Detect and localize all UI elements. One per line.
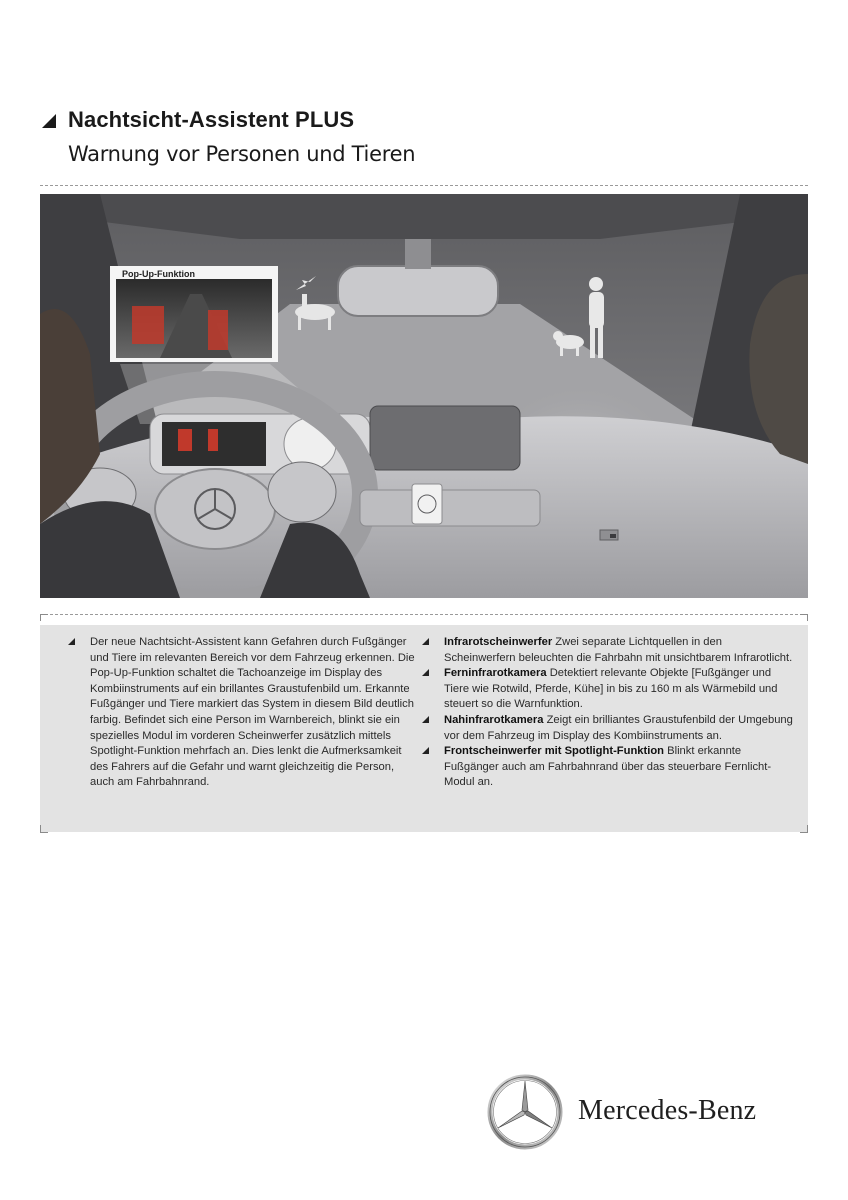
feature-desc: Detektiert relevante Objekte [Fußgänger und Tiere wie Rotwild, Pferde, Kühe] in bis zu 160 m als Wärmebild und steuert so die Warnfunktion. [444,667,778,711]
bullet-triangle-icon [422,669,429,676]
feature-desc: Zwei separate Lichtquellen in den Scheinwerfern beleuchten die Fahrbahn mit unsichtbarem Infrarotlicht. [444,636,793,664]
bullet-triangle-icon [422,716,429,723]
feature-desc: Blinkt erkannte Fußgänger auch am Fahrbahnrand über das steuerbare Fernlicht-Modul an. [444,745,772,789]
intro-text: Der neue Nachtsicht-Assistent kann Gefahren durch Fußgänger und Tiere im relevanten Bereich vor dem Fahrzeug erkennen. Die Pop-Up-Funktion schaltet die Tachoanzeige im Display des Kombiinstruments auf ein brillantes Graustufenbild um. Erkannte Fußgänger und Tiere markiert das System in diesem Bild deutlich farbig. Befindet sich eine Person im Warnbereich, blinkt sie ein spezielles Modul im vorderen Scheinwerfer zusätzlich mittels Spotlight-Funktion mehrfach an. Dies lenkt die Aufmerksamkeit des Fahrers auf die Gefahr und warnt gleichzeitig die Person, auch am Fahrbahnrand. [90,636,415,789]
page-title: Nachtsicht-Assistent PLUS [68,107,355,132]
info-box [40,625,808,832]
feature-item [444,666,796,713]
feature-term: Nahinfrarotkamera [444,713,544,726]
feature-item [444,744,796,791]
brand-wordmark: Mercedes-Benz [578,1095,757,1126]
feature-desc: Zeigt ein brilliantes Graustufenbild der Umgebung vor dem Fahrzeug im Display des Kombiinstruments an. [444,713,793,742]
title-triangle-icon [42,114,56,133]
divider-middle [40,614,808,615]
night-vision-illustration [40,194,808,598]
corner-mark [800,614,808,621]
corner-mark [40,614,48,621]
feature-item [444,635,796,666]
divider-top [40,185,808,186]
intro-paragraph [90,635,420,791]
intro-column [90,635,420,791]
bullet-triangle-icon [422,747,429,754]
corner-mark [800,825,808,833]
corner-mark [40,825,48,833]
features-column [444,635,796,791]
three-pointed-star-icon [487,1074,563,1155]
bullet-triangle-icon [68,638,75,645]
feature-item [444,713,796,744]
feature-term: Frontscheinwerfer mit Spotlight-Funktion [444,745,665,758]
feature-term: Ferninfrarotkamera [444,667,547,680]
feature-term: Infrarotscheinwerfer [444,636,553,648]
bullet-triangle-icon [422,638,429,645]
page-subtitle: Warnung vor Personen und Tieren [68,142,416,166]
popup-function-label: Pop-Up-Funktion [122,269,195,279]
